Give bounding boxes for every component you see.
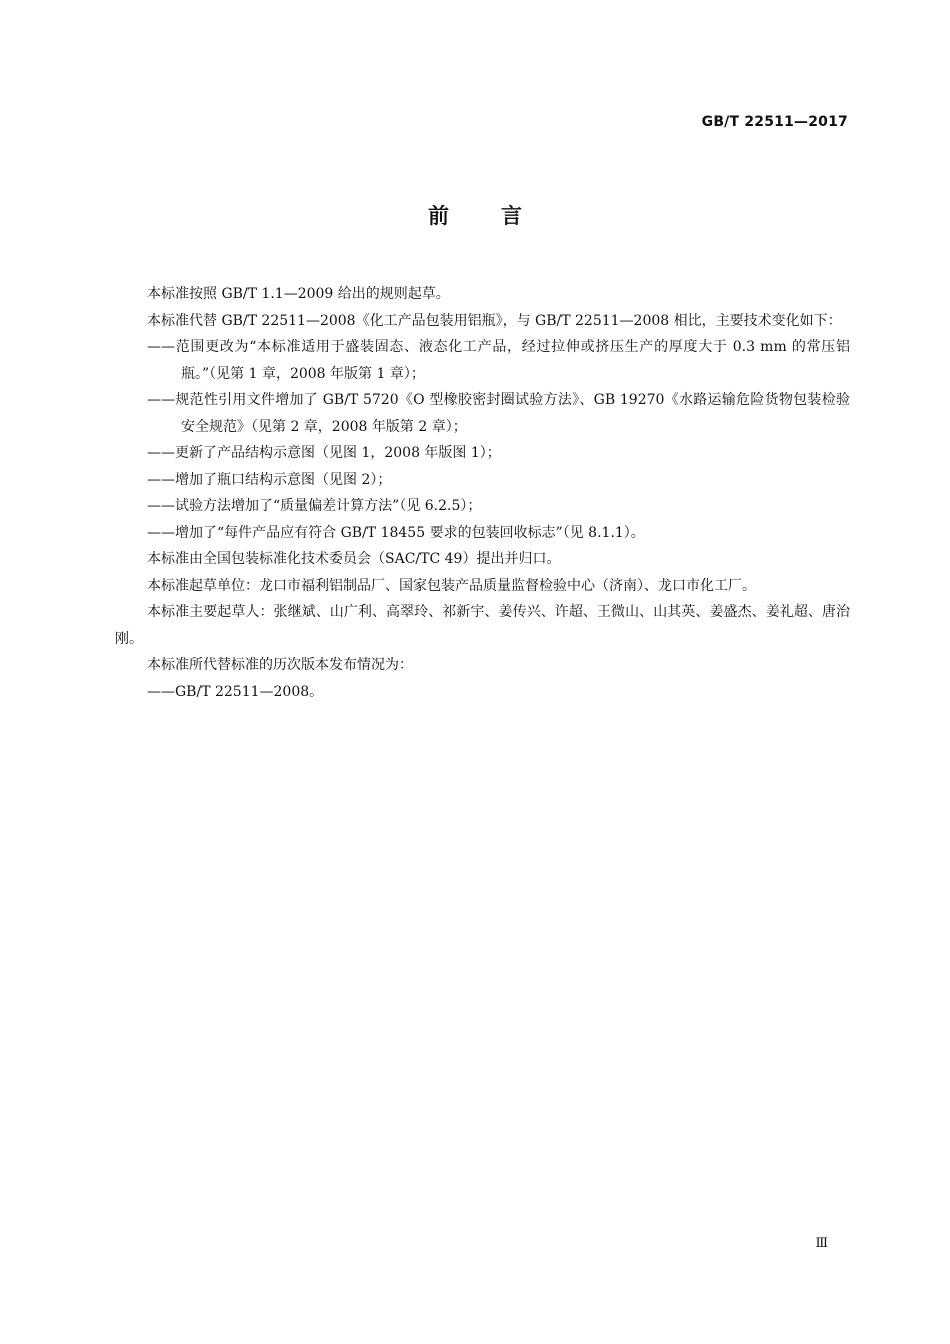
standard-number-header: GB/T 22511—2017 <box>701 114 848 130</box>
change-item-normative-references: ——规范性引用文件增加了 GB/T 5720《O 型橡胶密封圈试验方法》、GB 19270《水路运输危险货物包装检验安全规范》（见第 2 章，2008 年版第 2 章）； <box>147 392 850 435</box>
body-text <box>115 281 850 705</box>
paragraph-drafting-units: 本标准起草单位：龙口市福利铝制品厂、国家包装产品质量监督检验中心（济南）、龙口市化工厂。 <box>147 577 756 594</box>
change-item-test-method: ——试验方法增加了“质量偏差计算方法”（见 6.2.5）； <box>147 498 482 514</box>
change-item-recycling-mark: ——增加了“每件产品应有符合 GB/T 18455 要求的包装回收标志”（见 8.1.1）。 <box>147 524 645 541</box>
change-item-structure-diagram: ——更新了产品结构示意图（见图 1，2008 年版图 1）； <box>147 445 501 461</box>
change-item-bottle-mouth-diagram: ——增加了瓶口结构示意图（见图 2）； <box>147 471 392 488</box>
paragraph-drafters: 本标准主要起草人：张继斌、山广利、高翠玲、祁新宇、姜传兴、许超、王微山、山其英、姜盛杰、姜礼超、唐治刚。 <box>115 604 850 647</box>
paragraph-proposer: 本标准由全国包装标准化技术委员会（SAC/TC 49）提出并归口。 <box>147 551 561 567</box>
paragraph-replacement: 本标准代替 GB/T 22511—2008《化工产品包装用铝瓶》，与 GB/T 22511—2008 相比，主要技术变化如下： <box>147 312 842 329</box>
change-item-scope: ——范围更改为“本标准适用于盛装固态、液态化工产品，经过拉伸或挤压生产的厚度大于 0.3 mm 的常压铝瓶。”（见第 1 章，2008 年版第 1 章）； <box>147 339 850 382</box>
section-title: 前言 <box>428 204 574 228</box>
page-number: Ⅲ <box>815 1236 828 1251</box>
paragraph-previous-editions: 本标准所代替标准的历次版本发布情况为： <box>147 657 413 673</box>
previous-edition-item: ——GB/T 22511—2008。 <box>147 683 324 700</box>
paragraph-drafting-rules: 本标准按照 GB/T 1.1—2009 给出的规则起草。 <box>147 286 450 302</box>
